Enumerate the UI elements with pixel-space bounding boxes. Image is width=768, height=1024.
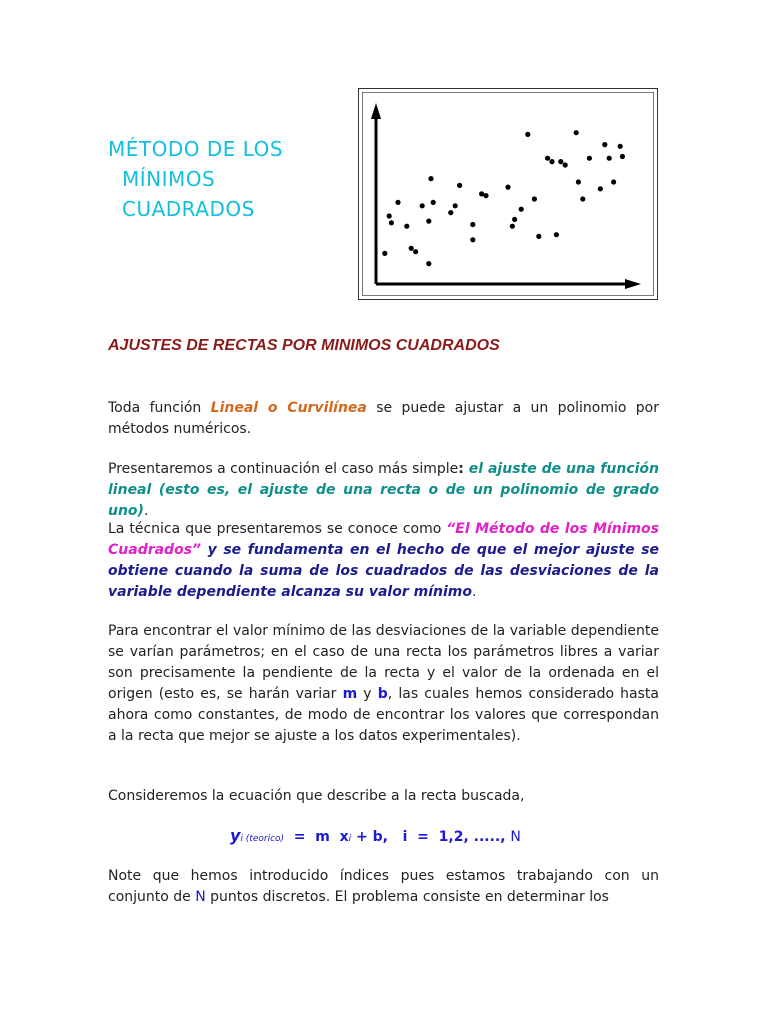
scatter-plot-svg: [359, 89, 657, 299]
p3-emphasis-method: “El Método de los Mínimos Cuadrados”: [108, 521, 659, 558]
scatter-point: [545, 156, 550, 161]
page-title: [108, 134, 348, 224]
p4-and: y: [357, 686, 378, 702]
scatter-point: [532, 196, 537, 201]
scatter-point: [409, 246, 414, 251]
equation-rest: + b, i = 1,2, .....,: [351, 829, 511, 845]
scatter-point: [512, 217, 517, 222]
scatter-point: [598, 186, 603, 191]
scatter-point: [587, 156, 592, 161]
scatter-point: [602, 142, 607, 147]
scatter-point: [574, 130, 579, 135]
scatter-point: [428, 176, 433, 181]
scatter-point: [404, 224, 409, 229]
p3-text-1: La técnica que presentaremos se conoce como: [108, 521, 447, 537]
paragraph-2: [108, 459, 659, 522]
equation-y-subscript: i (teorico): [240, 834, 285, 844]
scatter-point: [580, 196, 585, 201]
scatter-point: [611, 179, 616, 184]
scatter-figure: [358, 88, 658, 300]
paragraph-5: Consideremos la ecuación que describe a la recta buscada,: [108, 788, 525, 804]
scatter-points: [382, 130, 625, 266]
scatter-point: [387, 213, 392, 218]
line-equation: [230, 826, 521, 845]
scatter-point: [519, 207, 524, 212]
equation-n: N: [510, 829, 521, 845]
scatter-point: [413, 249, 418, 254]
p2-text-1: Presentaremos a continuación el caso más simple: [108, 461, 459, 477]
scatter-point: [448, 210, 453, 215]
section-heading: AJUSTES DE RECTAS POR MINIMOS CUADRADOS: [108, 337, 500, 354]
scatter-point: [389, 220, 394, 225]
p6-text-1: Note que hemos introducido índices pues estamos trabajando con un conjunto de: [108, 868, 659, 905]
scatter-point: [525, 132, 530, 137]
p4-text-1: Para encontrar el valor mínimo de las desviaciones de la variable dependiente se varían parámetros; en el caso de una recta los parámetros libres a variar son precisamente la pendiente de la recta y el valor de la ordenada en el origen (esto es, se harán variar: [108, 623, 659, 702]
p4-b: b: [377, 686, 388, 702]
p2-colon: :: [458, 461, 469, 477]
y-axis-arrowhead: [371, 103, 381, 119]
paragraph-4: [108, 621, 659, 747]
p1-text-2: se puede ajustar a un polinomio por métodos numéricos.: [108, 400, 660, 437]
title-line-1: MÉTODO DE LOS: [108, 137, 284, 161]
scatter-point: [382, 251, 387, 256]
p3-emphasis-fundament: y se fundamenta en el hecho de que el mejor ajuste se obtiene cuando la suma de los cuadrados de las desviaciones de la variable dependiente alcanza su valor mínimo: [108, 542, 659, 600]
scatter-point: [395, 200, 400, 205]
title-line-2: MÍNIMOS: [122, 167, 216, 191]
equation-x-subscript: i: [348, 834, 352, 844]
scatter-point: [620, 154, 625, 159]
p3-text-2: .: [472, 584, 477, 600]
scatter-point: [505, 185, 510, 190]
scatter-point: [457, 183, 462, 188]
scatter-point: [510, 224, 515, 229]
p1-text-1: Toda función: [108, 400, 211, 416]
scatter-point: [536, 234, 541, 239]
p2-emphasis: el ajuste de una función lineal (esto es, el ajuste de una recta o de un polinomio de grado uno): [108, 461, 659, 519]
p1-emphasis: Lineal o Curvilínea: [210, 400, 367, 416]
p2-text-2: .: [143, 503, 149, 519]
scatter-point: [549, 159, 554, 164]
scatter-point: [420, 203, 425, 208]
p6-text-2: puntos discretos. El problema consiste en determinar los: [205, 889, 609, 905]
title-line-3: CUADRADOS: [122, 197, 255, 221]
paragraph-6: [108, 866, 659, 908]
scatter-point: [431, 200, 436, 205]
scatter-point: [618, 144, 623, 149]
scatter-point: [558, 159, 563, 164]
equation-middle: = m x: [284, 829, 349, 845]
paragraph-1: [108, 398, 659, 440]
scatter-point: [453, 203, 458, 208]
scatter-point: [426, 219, 431, 224]
scatter-point: [426, 261, 431, 266]
equation-y: y: [230, 826, 241, 845]
scatter-point: [563, 162, 568, 167]
paragraph-3: [108, 519, 659, 603]
scatter-point: [470, 222, 475, 227]
scatter-point: [576, 179, 581, 184]
scatter-point: [554, 232, 559, 237]
p6-n: N: [195, 889, 206, 905]
scatter-point: [607, 156, 612, 161]
p4-text-2: , las cuales hemos considerado hasta ahora como constantes, de modo de encontrar los valores que correspondan a la recta que mejor se ajuste a los datos experimentales).: [108, 686, 659, 744]
scatter-point: [483, 193, 488, 198]
scatter-point: [470, 237, 475, 242]
p4-m: m: [342, 686, 358, 702]
x-axis-arrowhead: [625, 279, 641, 289]
